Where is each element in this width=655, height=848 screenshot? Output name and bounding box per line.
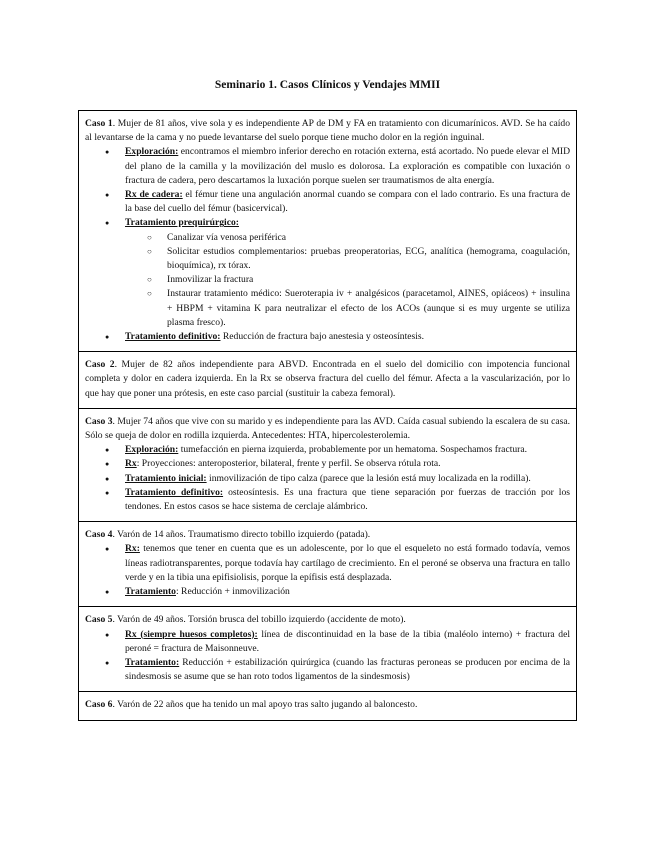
sub-list-item: ○ Solicitar estudios complementarios: pruebas preoperatorias, ECG, analítica (hemograma, coagulación, bioquímica), rx tórax.: [167, 245, 570, 273]
item-text: encontramos el miembro inferior derecho en rotación externa, está acortado. No puede elevar el MID del plano de la camilla y la movilización del muslo es dolorosa. La exploración es compatible con luxación o fractura de cadera, pero descartamos la luxación porque suelen ser traumatismos de alta energía.: [125, 146, 570, 186]
sub-list-item: ○ Inmovilizar la fractura: [167, 273, 570, 287]
sub-list-item: ○ Canalizar vía venosa periférica: [167, 231, 570, 245]
item-text: tumefacción en pierna izquierda, probablemente por un hematoma. Sospechamos fractura.: [178, 444, 528, 456]
item-heading: Exploración:: [125, 146, 179, 158]
case-intro: . Mujer de 81 años, vive sola y es independiente AP de DM y FA en tratamiento con dicumarínicos. AVD. Se ha caído al levantarse de la cama y no puede levantarse del suelo porque tiene mucho dolor en la región inguinal.: [85, 118, 570, 144]
list-item: [125, 628, 570, 656]
case-intro: . Mujer de 82 años independiente para ABVD. Encontrada en el suelo del domicilio con impotencia funcional completa y dolor en cadera izquierda. En la Rx se observa fractura del cuello del fémur. Afecta a la vascularización, por lo que hay que poner una prótesis, en este caso parcial (sustituir la cabeza femoral).: [85, 359, 571, 399]
item-heading: Exploración:: [125, 444, 179, 456]
item-heading: Rx (siempre huesos completos):: [125, 628, 258, 640]
case-label: Caso 3: [85, 415, 113, 427]
item-text: : Reducción + inmovilización: [175, 586, 290, 598]
case-cell: [79, 352, 576, 409]
case-cell: [79, 692, 576, 719]
list-item: [125, 542, 570, 585]
list-item: [125, 216, 570, 330]
case-items-list: [85, 443, 570, 514]
list-item: [125, 330, 570, 344]
item-text: : Proyecciones: anteroposterior, bilateral, frente y perfil. Se observa rótula rota.: [136, 458, 441, 470]
case-label: Caso 1: [85, 118, 113, 129]
item-heading: Rx:: [125, 543, 140, 555]
item-heading: Rx de cadera:: [125, 189, 183, 201]
page-title: Seminario 1. Casos Clínicos y Vendajes MMII: [214, 79, 441, 91]
item-heading: Rx: [125, 458, 137, 470]
list-item: [125, 585, 570, 599]
case-label: Caso 4: [85, 529, 113, 541]
item-text: línea de discontinuidad en la base de la tibia (maléolo interno) + fractura del peroné = fractura de Maisonneuve.: [125, 628, 570, 654]
item-text: Reducción de fractura bajo anestesia y osteosíntesis.: [220, 331, 425, 343]
case-intro: . Varón de 22 años que ha tenido un mal apoyo tras salto jugando al baloncesto.: [112, 699, 418, 711]
case-cell: [79, 111, 576, 352]
item-text: inmovilización de tipo calza (parece que la lesión está muy localizada en la rodilla).: [206, 472, 531, 484]
item-text: Reducción + estabilización quirúrgica (cuando las fracturas peroneas se producen por encima de la sindesmosis se asume que se han roto todos ligamentos de la sindesmosis): [125, 656, 570, 683]
case-items-list: [85, 145, 570, 344]
item-heading: Tratamiento:: [125, 656, 180, 668]
list-item: [125, 656, 570, 684]
list-item: [125, 457, 570, 471]
item-heading: Tratamiento: [125, 586, 176, 598]
sub-items-list: [125, 231, 570, 330]
list-item: [125, 145, 570, 188]
item-text: el fémur tiene una angulación anormal cuando se compara con el lado contrario. Es una fractura de la base del cuello del fémur (basicervical).: [125, 189, 571, 215]
case-items-list: [85, 542, 570, 599]
item-text: tenemos que tener en cuenta que es un adolescente, por lo que el esqueleto no está formado todavía, vemos líneas radiotransparentes, porque todavía hay cartílago de crecimiento. En el peroné se observa una fractura en tallo verde y en la tibia una epifisiolisis, porque la epífisis está desplazada.: [125, 543, 570, 583]
list-item: [125, 472, 570, 486]
case-intro: . Varón de 49 años. Torsión brusca del tobillo izquierdo (accidente de moto).: [112, 614, 406, 626]
item-heading: Tratamiento prequirúrgico:: [125, 217, 239, 229]
item-heading: Tratamiento definitivo:: [125, 486, 224, 498]
case-items-list: [85, 628, 570, 685]
cases-table: [78, 110, 577, 721]
item-heading: Tratamiento definitivo:: [125, 331, 221, 343]
item-heading: Tratamiento inicial:: [125, 472, 207, 484]
sub-list-item: ○ Instaurar tratamiento médico: Sueroterapia iv + analgésicos (paracetamol, AINES, opiáceos) + insulina + HBPM + vitamina K para neutralizar el efecto de los ACOs (aunque si es muy urgente se utiliza plasma fresco).: [167, 287, 570, 330]
item-text: osteosíntesis. Es una fractura que tiene separación por fuerzas de tracción por los tendones. En estos casos se hace sistema de cerclaje alámbrico.: [125, 486, 571, 513]
list-item: [125, 188, 570, 216]
list-item: [125, 486, 570, 514]
case-label: Caso 2: [85, 359, 115, 371]
case-label: Caso 6: [85, 699, 113, 711]
case-intro: . Mujer 74 años que vive con su marido y es independiente para las AVD. Caída casual subiendo la escalera de su casa. Sólo se queja de dolor en rodilla izquierda. Antecedentes: HTA, hipercolesterolemia.: [85, 415, 571, 442]
list-item: [125, 443, 570, 457]
case-cell: [79, 409, 576, 522]
case-intro: . Varón de 14 años. Traumatismo directo tobillo izquierdo (patada).: [112, 529, 371, 541]
case-label: Caso 5: [85, 614, 113, 626]
case-cell: [79, 522, 576, 607]
case-cell: [79, 607, 576, 692]
